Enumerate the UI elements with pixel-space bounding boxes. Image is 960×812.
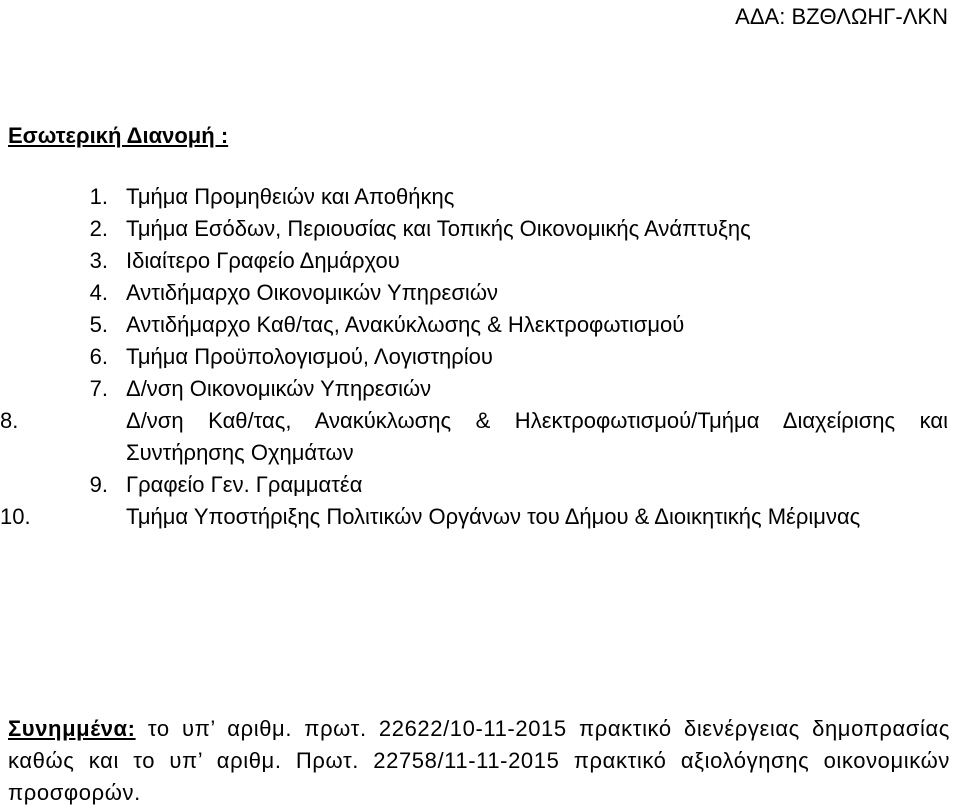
distribution-list	[0, 181, 960, 533]
list-item-number: 9.	[89, 472, 108, 497]
list-item	[0, 469, 960, 501]
list-item-number: 5.	[89, 312, 108, 337]
list-item	[0, 309, 960, 341]
list-item-number: 7.	[89, 376, 108, 401]
attachments-text: το υπ’ αριθμ. πρωτ. 22622/10-11-2015 πρακτικό διενέργειας δημοπρασίας καθώς και το υπ’ αριθμ. Πρωτ. 22758/11-11-2015 πρακτικό αξιολόγησης οικονομικών προσφορών.	[8, 716, 950, 805]
list-item-number: 1.	[89, 184, 108, 209]
list-item-text: Αντιδήμαρχο Οικονομικών Υπηρεσιών	[126, 280, 498, 305]
internal-distribution-heading: Εσωτερική Διανομή :	[8, 123, 229, 148]
list-item-number: 3.	[89, 248, 108, 273]
list-item	[0, 341, 960, 373]
list-item	[0, 277, 960, 309]
ada-code: ΑΔΑ: ΒΖΘΛΩΗΓ-ΛΚΝ	[735, 4, 948, 29]
list-item-text: Δ/νση Οικονομικών Υπηρεσιών	[126, 376, 432, 401]
list-item-number: 8.	[0, 408, 19, 433]
list-item-text: Τμήμα Προμηθειών και Αποθήκης	[126, 184, 455, 209]
list-item-text: Γραφείο Γεν. Γραμματέα	[126, 472, 363, 497]
list-item-text: Τμήμα Εσόδων, Περιουσίας και Τοπικής Οικονομικής Ανάπτυξης	[126, 216, 751, 241]
attachments-label: Συνημμένα:	[8, 716, 136, 741]
list-item-text: Δ/νση Καθ/τας, Ανακύκλωσης & Ηλεκτροφωτισμού/Τμήμα Διαχείρισης και Συντήρησης Οχημάτων	[126, 408, 948, 465]
list-item	[0, 213, 960, 245]
list-item-text: Αντιδήμαρχο Καθ/τας, Ανακύκλωσης & Ηλεκτροφωτισμού	[126, 312, 685, 337]
list-item-number: 2.	[89, 216, 108, 241]
attachments-paragraph	[8, 713, 950, 809]
list-item	[0, 373, 960, 405]
list-item-number: 10.	[0, 504, 31, 529]
list-item-number: 4.	[89, 280, 108, 305]
list-item	[0, 181, 960, 213]
list-item	[0, 245, 960, 277]
list-item-number: 6.	[89, 344, 108, 369]
list-item-text: Τμήμα Υποστήριξης Πολιτικών Οργάνων του Δήμου & Διοικητικής Μέριμνας	[126, 504, 861, 529]
list-item	[0, 501, 960, 533]
list-item-text: Ιδιαίτερο Γραφείο Δημάρχου	[126, 248, 400, 273]
list-item-text: Τμήμα Προϋπολογισμού, Λογιστηρίου	[126, 344, 493, 369]
list-item	[0, 405, 960, 469]
